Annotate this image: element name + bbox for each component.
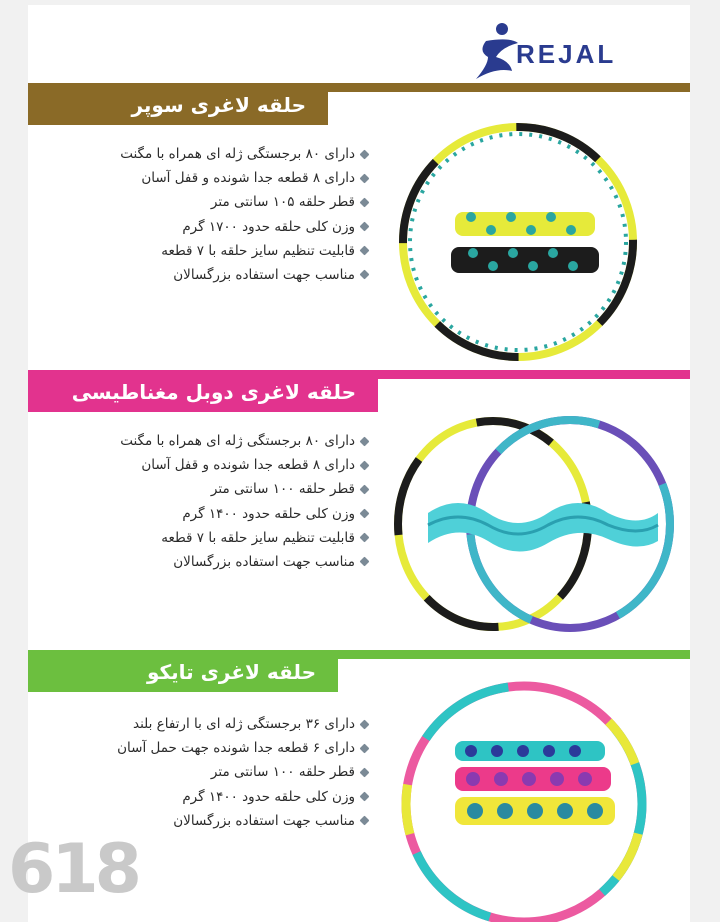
section-1-features [48, 142, 368, 287]
list-item: مناسب جهت استفاده بزرگسالان [48, 263, 368, 287]
double-hoop-image [388, 413, 688, 635]
taiko-hoop-image [393, 673, 655, 922]
list-item: دارای ۸۰ برجستگی ژله ای همراه با مگنت [48, 142, 368, 166]
list-item: قطر حلقه ۱۰۵ سانتی متر [48, 190, 368, 214]
section-2-title: حلقه لاغری دوبل مغناطیسی [71, 380, 356, 404]
super-hoop-image [393, 117, 643, 367]
list-item: دارای ۸ قطعه جدا شونده و قفل آسان [48, 166, 368, 190]
logo-text: REJAL [516, 39, 617, 69]
list-item: دارای ۸۰ برجستگی ژله ای همراه با مگنت [48, 429, 368, 453]
list-item: وزن کلی حلقه حدود ۱۷۰۰ گرم [48, 215, 368, 239]
section-3-title: حلقه لاغری تایکو [146, 660, 316, 684]
product-sheet [28, 5, 690, 922]
list-item: دارای ۶ قطعه جدا شونده جهت حمل آسان [48, 736, 368, 760]
section-2-features [48, 429, 368, 574]
list-item: دارای ۸ قطعه جدا شونده و قفل آسان [48, 453, 368, 477]
list-item: دارای ۳۶ برجستگی ژله ای با ارتفاع بلند [48, 712, 368, 736]
section-3-features [48, 712, 368, 833]
list-item: قطر حلقه ۱۰۰ سانتی متر [48, 477, 368, 501]
list-item: مناسب جهت استفاده بزرگسالان [48, 809, 368, 833]
watermark-number: 618 [8, 830, 138, 909]
list-item: قطر حلقه ۱۰۰ سانتی متر [48, 760, 368, 784]
list-item: قابلیت تنظیم سایز حلقه با ۷ قطعه [48, 239, 368, 263]
list-item: وزن کلی حلقه حدود ۱۴۰۰ گرم [48, 502, 368, 526]
list-item: قابلیت تنظیم سایز حلقه با ۷ قطعه [48, 526, 368, 550]
list-item: مناسب جهت استفاده بزرگسالان [48, 550, 368, 574]
section-1-title: حلقه لاغری سوپر [131, 93, 306, 117]
section-3-banner [28, 652, 338, 692]
brand-logo [466, 17, 676, 85]
list-item: وزن کلی حلقه حدود ۱۴۰۰ گرم [48, 785, 368, 809]
section-1-banner [28, 85, 328, 125]
section-2-banner [28, 372, 378, 412]
